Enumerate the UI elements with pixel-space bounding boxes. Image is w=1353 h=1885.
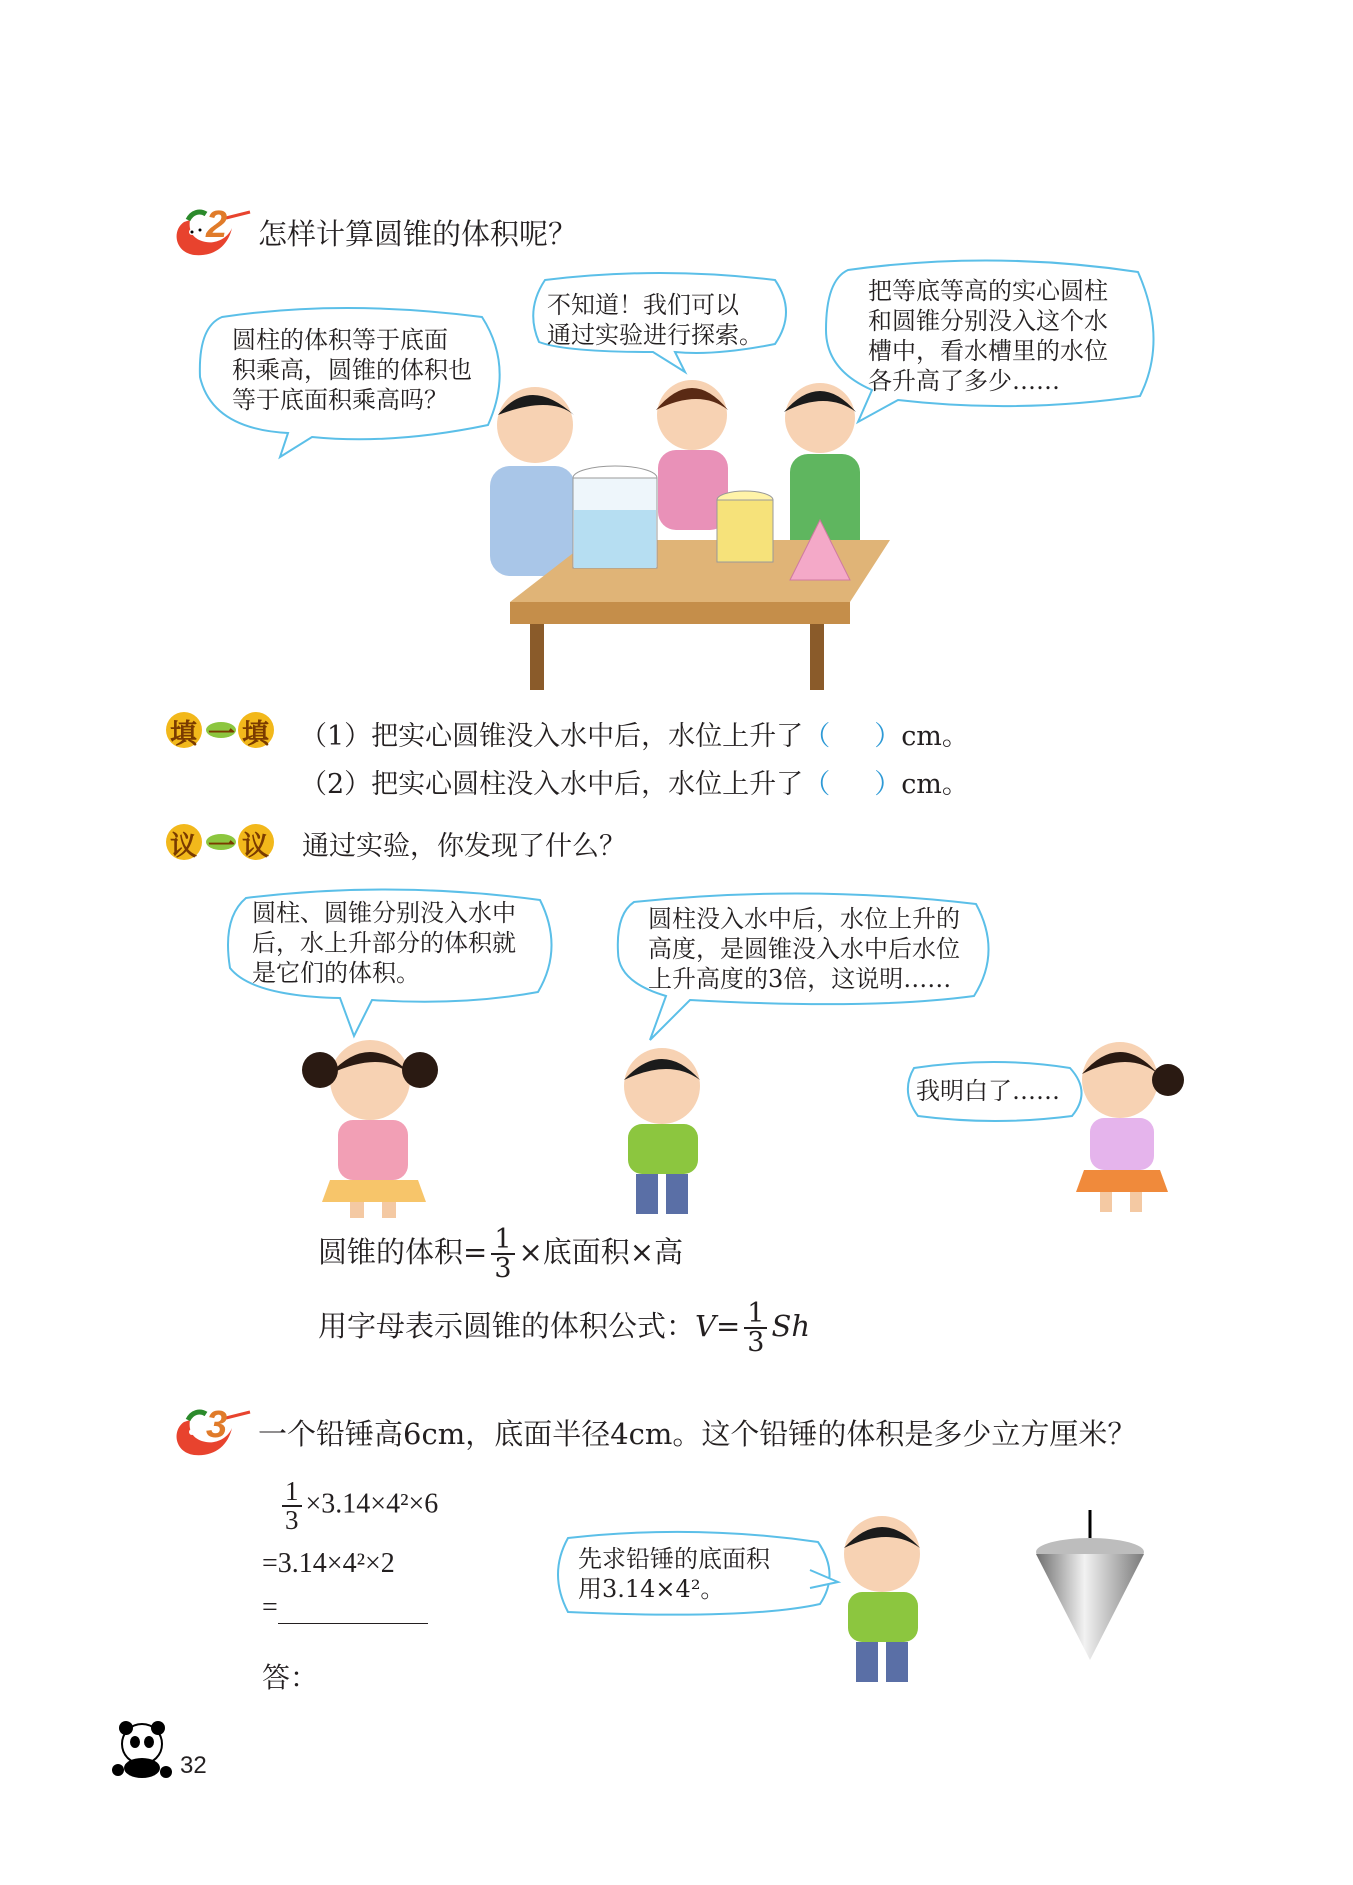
problem-2-number: 2 — [206, 204, 228, 246]
calc-line-2: =3.14×4²×2 — [262, 1548, 395, 1579]
plumb-bob-icon — [1030, 1510, 1150, 1670]
problem-2-question: 怎样计算圆锥的体积呢？ — [258, 217, 578, 251]
fill-tag: 填 一 填 — [168, 712, 278, 748]
calc-line-3: = — [262, 1592, 428, 1624]
problem-3-number: 3 — [206, 1404, 228, 1446]
speech-bubble-left — [192, 307, 510, 457]
girl-left-figure — [300, 1030, 450, 1220]
boy-middle-figure — [600, 1040, 730, 1220]
speech-bubble-discuss-middle — [610, 892, 1000, 1042]
answer-label: 答： — [262, 1663, 319, 1694]
speech-bubble-middle — [525, 272, 795, 372]
bubble-text: 把等底等高的实心圆柱 和圆锥分别没入这个水 槽中，看水槽里的水位 各升高了多少…… — [868, 277, 1108, 395]
bubble-text: 圆柱没入水中后，水位上升的 高度，是圆锥没入水中后水位 上升高度的3倍，这说明…… — [648, 905, 960, 993]
fill-line-2: （2）把实心圆柱没入水中后，水位上升了（ ）cm。 — [300, 769, 969, 800]
calc-line-1: $\frac{1}{3}$ ×3.14×4²×6 — [278, 1478, 438, 1534]
volume-formula-letters: 用字母表示圆锥的体积公式：V= $\frac{1}{3}$ Sh — [318, 1298, 810, 1358]
bubble-text: 不知道！我们可以 通过实验进行探索。 — [547, 291, 763, 349]
panda-icon — [108, 1720, 178, 1780]
bubble-text: 圆柱、圆锥分别没入水中 后，水上升部分的体积就 是它们的体积。 — [252, 899, 516, 987]
bubble-text: 先求铅锤的底面积 用3.14×4²。 — [578, 1545, 770, 1603]
fraction-one-third: $\frac{1}{3}$ — [491, 1226, 514, 1282]
fraction-one-third: $\frac{1}{3}$ — [744, 1300, 767, 1356]
experiment-illustration — [470, 370, 890, 690]
bubble-text: 我明白了…… — [916, 1077, 1060, 1105]
speech-bubble-discuss-left — [222, 888, 562, 1038]
problem-2-badge — [166, 200, 256, 260]
problem-3-question: 一个铅锤高6cm，底面半径4cm。这个铅锤的体积是多少立方厘米？ — [258, 1417, 1137, 1451]
fill-line-1: （1）把实心圆锥没入水中后，水位上升了（ ）cm。 — [300, 721, 969, 752]
bubble-text: 圆柱的体积等于底面 积乘高，圆锥的体积也 等于底面积乘高吗？ — [232, 326, 472, 414]
girl-right-figure — [1050, 1030, 1190, 1220]
volume-formula-words: 圆锥的体积= $\frac{1}{3}$ ×底面积×高 — [318, 1224, 684, 1284]
speech-bubble-problem-3 — [548, 1530, 838, 1630]
answer-blank[interactable] — [278, 1597, 428, 1624]
problem-3-badge — [166, 1400, 256, 1460]
discuss-tag: 议 一 议 — [168, 824, 278, 860]
boy-left-figure — [490, 387, 575, 576]
fraction-one-third: $\frac{1}{3}$ — [282, 1478, 302, 1534]
boy-figure-problem-3 — [820, 1508, 950, 1688]
discuss-question: 通过实验，你发现了什么？ — [302, 831, 626, 862]
page-number: 32 — [180, 1752, 207, 1779]
